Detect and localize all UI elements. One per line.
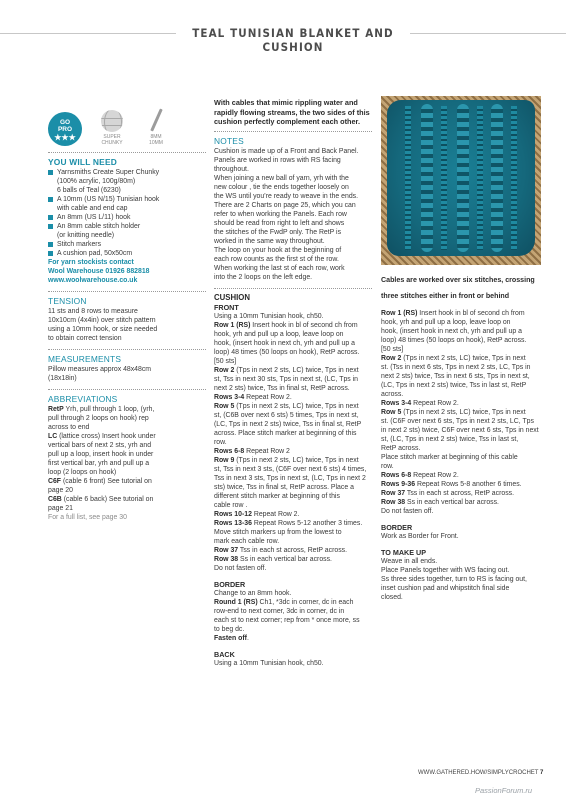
front-line — [214, 411, 372, 420]
back-line — [381, 426, 541, 435]
cable-stripe — [421, 104, 433, 252]
back-line — [381, 363, 541, 372]
front-line — [214, 510, 372, 519]
row-text: next 2 sts) twice, Tss in final st, RetP across. — [214, 384, 350, 392]
back-line — [381, 327, 541, 336]
row-label: Rows 9-36 — [381, 481, 416, 488]
tension-text — [48, 307, 206, 343]
row-text: Do not fasten off. — [214, 564, 267, 572]
lattice-rib — [405, 106, 411, 250]
abbreviation-text: page 20 — [48, 487, 73, 494]
measurement-line: (18x18in) — [48, 375, 77, 382]
materials-list — [48, 168, 206, 258]
list-item-line — [48, 231, 206, 240]
go-pro-badge — [48, 112, 82, 146]
row-label: Rows 3-4 — [214, 393, 245, 401]
list-item — [48, 249, 206, 258]
row-text: (LC, Tps in next 2 sts) twice, Tss in final st, RetP — [214, 420, 362, 428]
notes-line: each row counts as the first st of the row. — [214, 255, 339, 263]
abbreviation-line — [48, 432, 206, 441]
border-heading: BORDER — [214, 579, 246, 589]
row-label: Row 1 (RS) — [381, 310, 418, 317]
header-rule-left — [0, 33, 176, 34]
row-label: Row 37 — [214, 546, 239, 554]
back-line — [381, 381, 541, 390]
row-text: cable row . — [214, 501, 248, 509]
back-line — [381, 345, 541, 354]
back-line — [381, 480, 541, 489]
tension-line: 11 sts and 8 rows to measure — [48, 308, 138, 315]
section-divider — [48, 291, 206, 292]
abbreviation-text: pull through 2 loops on hook) rep — [48, 415, 149, 422]
row-text: . — [246, 634, 249, 642]
row-text: st. (Tss in next 6 sts, Tps in next 2 sts, LC, Tps in — [381, 364, 531, 371]
cable-stripe — [457, 104, 469, 252]
list-item — [48, 195, 206, 213]
front-line — [214, 438, 372, 447]
row-text: (Tps in next 2 sts, LC) twice, Tps in next — [234, 402, 359, 410]
notes-line: There are 2 Charts on page 25, which you can — [214, 201, 356, 209]
measurement-line: Pillow measures approx 48x48cm — [48, 366, 152, 373]
tension-line: using a 10mm hook, or size needed — [48, 326, 158, 333]
row-text: st. (C6F over next 6 sts, Tps in next 2 sts, LC, Tps — [381, 418, 534, 425]
intro-lead — [214, 98, 372, 127]
back-line — [381, 408, 541, 417]
row-label: Fasten off — [214, 634, 247, 642]
list-item — [48, 222, 206, 240]
back-line — [381, 489, 541, 498]
tension-heading: TENSION — [48, 296, 87, 306]
abbreviation-line — [48, 405, 206, 414]
front-line — [214, 447, 372, 456]
list-item-line — [48, 240, 206, 249]
make-up-heading: TO MAKE UP — [381, 548, 426, 557]
row-text: Ss in each vertical bar across. — [405, 499, 499, 506]
abbreviations-heading: ABBREVIATIONS — [48, 394, 118, 404]
row-text: Tss in next 3 sts, Tps in next st, (LC, Tps in next 2 — [214, 474, 366, 482]
star-icons: ★★★ — [54, 133, 76, 142]
stockist-line2: Wool Warehouse 01926 882818 — [48, 268, 150, 275]
row-label: Row 2 — [214, 366, 235, 374]
back-line — [381, 444, 541, 453]
section-divider — [48, 152, 206, 153]
abbreviation-term: RetP — [48, 406, 64, 413]
notes-heading: NOTES — [214, 135, 244, 146]
row-text: Change to an 8mm hook. — [214, 589, 292, 597]
measurements-heading: MEASUREMENTS — [48, 354, 122, 364]
row-text: hook, yrh and pull up a loop, leave loop on — [381, 319, 511, 326]
notes-line: worked in the same way throughout. — [214, 237, 325, 245]
front-line — [214, 564, 372, 573]
row-text: (LC, Tps in next 2 sts) twice, Tss in last st, RetP — [381, 382, 527, 389]
row-text: hook, (insert hook in next ch, yrh and pull up a — [214, 339, 355, 347]
lattice-rib — [441, 106, 447, 250]
bullet-square — [48, 242, 53, 247]
back-line — [381, 435, 541, 444]
hook-size-block — [136, 108, 176, 146]
border-line — [214, 616, 372, 625]
row-text: (Tps in next 2 sts, LC) twice, Tps in next — [401, 355, 526, 362]
row-text: Tss in each st across, RetP across. — [405, 490, 515, 497]
front-line — [214, 321, 372, 330]
abbreviation-line — [48, 423, 206, 432]
abbreviation-term: LC — [48, 433, 58, 440]
front-line — [214, 555, 372, 564]
row-text: across. Place stitch marker at beginning of this — [214, 429, 357, 437]
row-text: st, Tss in next 3 sts, (C6F over next 6 sts) 4 times, — [214, 465, 367, 473]
page-footer — [418, 770, 543, 776]
front-line — [214, 501, 372, 510]
row-text: [50 sts] — [214, 357, 237, 365]
list-item-text: 6 balls of Teal (6230) — [57, 187, 121, 194]
make-up-line: Place Panels together with WS facing out. — [381, 567, 510, 574]
stockist-line1: For yarn stockists contact — [48, 259, 134, 266]
notes-line: the WS until you’re ready to weave in the ends. — [214, 192, 359, 200]
header-rule-right — [410, 33, 566, 34]
back-line — [381, 462, 541, 471]
row-text: Ch1, *3dc in corner, dc in each — [257, 598, 354, 606]
row-text: next 2 sts) twice, Tss in next 6 sts, Tps in next st, — [381, 373, 530, 380]
row-label: Row 1 (RS) — [214, 321, 251, 329]
list-item-line — [48, 186, 206, 195]
row-text: Repeat Rows 5-8 another 6 times. — [415, 481, 522, 488]
row-label: Round 1 (RS) — [214, 598, 258, 606]
row-text: each st to next corner; rep from * once more, ss — [214, 616, 360, 624]
yarn-weight-label1: SUPER — [103, 134, 121, 140]
row-text: in next 2 sts) twice, C6F over next 6 sts, Tps in next — [381, 427, 539, 434]
list-item — [48, 168, 206, 195]
notes-line: the stitches of the FwdP only. The RetP is — [214, 228, 342, 236]
abbreviation-line — [48, 486, 206, 495]
notes-line: throughout. — [214, 165, 249, 173]
row-text: Repeat Row 2. — [411, 472, 459, 479]
row-text: Do not fasten off. — [381, 508, 434, 515]
row-text: Repeat Row 2 — [244, 447, 290, 455]
tension-line: to obtain correct tension — [48, 335, 122, 342]
tension-line: 10x10cm (4x4in) over stitch pattern — [48, 317, 156, 324]
lattice-rib — [511, 106, 517, 250]
front-line — [214, 537, 372, 546]
front-heading: FRONT — [214, 302, 239, 312]
border-line — [214, 634, 372, 643]
row-text: Ss in each vertical bar across. — [238, 555, 332, 563]
list-item — [48, 213, 206, 222]
back-line — [381, 336, 541, 345]
notes-text — [214, 147, 372, 282]
front-line — [214, 519, 372, 528]
notes-line: Panels are worked in rows with RS facing — [214, 156, 341, 164]
row-text: Repeat Row 2. — [244, 393, 292, 401]
bullet-square — [48, 197, 53, 202]
front-line — [214, 348, 372, 357]
back-instructions: Using a 10mm Tunisian hook, ch50. — [214, 659, 324, 667]
row-label: Row 2 — [381, 355, 402, 362]
hook-size-label1: 8MM — [150, 134, 162, 140]
abbreviation-line — [48, 477, 206, 486]
row-text: Repeat Row 2. — [411, 400, 459, 407]
lead-line: With cables that mimic rippling water and — [214, 98, 358, 107]
abbreviation-text: vertical bars of next 2 sts, yrh and — [48, 442, 152, 449]
border-line — [214, 607, 372, 616]
front-line — [214, 366, 372, 375]
sidebar-column — [48, 98, 206, 522]
badge-line2: PRO — [57, 126, 73, 133]
row-text: sts) twice, Tss in final st, RetP across. Place a — [214, 483, 354, 491]
list-item-text: An 8mm (US L/11) hook — [57, 214, 131, 221]
abbreviation-term: C6B — [48, 496, 62, 503]
caption-line: three stitches either in front or behind — [381, 292, 510, 301]
abbreviation-line — [48, 459, 206, 468]
row-label: Rows 3-4 — [381, 400, 412, 407]
lattice-rib — [477, 106, 483, 250]
list-item-line — [48, 195, 206, 204]
row-text: (Tps in next 2 sts, LC) twice, Tps in next — [234, 456, 359, 464]
make-up-line: Ss three sides together, turn to RS is facing out, — [381, 576, 527, 583]
hook-size-label2: 10MM — [149, 140, 163, 146]
front-line — [214, 402, 372, 411]
front-instructions — [214, 312, 372, 573]
row-label: Row 9 — [214, 456, 235, 464]
row-text: st, Tss in next 30 sts, Tps in next st, (LC, Tps in — [214, 375, 358, 383]
row-text: hook, (insert hook in next ch, yrh and pull up a — [381, 328, 522, 335]
row-text: Insert hook in bl of second ch from — [250, 321, 358, 329]
back-line — [381, 309, 541, 318]
skill-badge-row — [48, 98, 206, 146]
abbreviation-text: (cable 6 back) See tutorial on — [61, 496, 154, 503]
front-line — [214, 420, 372, 429]
back-line — [381, 372, 541, 381]
list-item-text: A cushion pad, 50x50cm — [57, 250, 133, 257]
bullet-square — [48, 224, 53, 229]
row-text: row. — [214, 438, 227, 446]
notes-line: Cushion is made up of a Front and Back Panel. — [214, 147, 359, 155]
row-text: row-end to next corner, 3dc in corner, dc in — [214, 607, 345, 615]
make-up-line: Weave in all ends. — [381, 558, 438, 565]
hook-icon — [145, 108, 167, 132]
yarn-ball-icon — [101, 110, 123, 132]
front-line — [214, 357, 372, 366]
abbreviation-text: Yrh, pull through 1 loop, (yrh, — [63, 406, 155, 413]
back-line — [381, 354, 541, 363]
row-text: row. — [381, 463, 394, 470]
row-label: Rows 6-8 — [214, 447, 245, 455]
abbreviation-text: across to end — [48, 424, 90, 431]
front-line — [214, 375, 372, 384]
row-text: different stitch marker at beginning of this — [214, 492, 340, 500]
back-border-heading: BORDER — [381, 523, 413, 532]
list-item-line — [48, 249, 206, 258]
bullet-square — [48, 251, 53, 256]
row-text: to beg dc. — [214, 625, 245, 633]
front-line — [214, 312, 372, 321]
row-text: st, (C6B over next 6 sts) 5 times, Tps in next st, — [214, 411, 359, 419]
row-text: RetP across. — [381, 445, 421, 452]
list-item-text: with cable and end cap — [57, 205, 128, 212]
bullet-square — [48, 215, 53, 220]
row-label: Rows 6-8 — [381, 472, 412, 479]
abbreviation-text: first vertical bar, yrh and pull up a — [48, 460, 150, 467]
border-line — [214, 598, 372, 607]
list-item-line — [48, 222, 206, 231]
notes-line: refer to when working the Panels. Each row — [214, 210, 347, 218]
pattern-column-back — [381, 309, 541, 602]
yarn-weight-block — [92, 110, 132, 146]
back-line — [381, 417, 541, 426]
list-item-line — [48, 213, 206, 222]
notes-line: should be read from right to left and shows — [214, 219, 345, 227]
front-line — [214, 528, 372, 537]
back-border-text: Work as Border for Front. — [381, 533, 459, 540]
row-text: loop) 48 times (50 loops on hook), RetP across. — [214, 348, 360, 356]
list-item-text: (or knitting needle) — [57, 232, 115, 239]
yarn-weight-label2: CHUNKY — [101, 140, 123, 146]
notes-line: When working the last st of each row, work — [214, 264, 345, 272]
row-text: hook, yrh and pull up a loop, leave loop on — [214, 330, 344, 338]
row-label: Rows 13-36 — [214, 519, 252, 527]
photo-caption — [381, 269, 543, 308]
section-divider — [214, 288, 372, 289]
border-line — [214, 589, 372, 598]
bullet-square — [48, 170, 53, 175]
row-text: (Tps in next 2 sts, LC) twice, Tps in next — [401, 409, 526, 416]
front-line — [214, 465, 372, 474]
caption-line: Cables are worked over six stitches, crossing — [381, 276, 535, 285]
lead-line: rapidly flowing streams, the two sides of this — [214, 107, 370, 117]
front-line — [214, 393, 372, 402]
front-line — [214, 384, 372, 393]
lead-line: cushion perfectly complement each other. — [214, 117, 360, 126]
back-line — [381, 390, 541, 399]
row-text: Tss in each st across, RetP across. — [238, 546, 348, 554]
front-line — [214, 429, 372, 438]
front-line — [214, 483, 372, 492]
notes-line: into the 2 loops on the left edge. — [214, 273, 313, 281]
back-line — [381, 471, 541, 480]
section-divider — [214, 131, 372, 132]
row-text: (Tps in next 2 sts, LC) twice, Tps in next — [234, 366, 359, 374]
back-line — [381, 318, 541, 327]
row-text: [50 sts] — [381, 346, 404, 353]
list-item — [48, 240, 206, 249]
abbreviation-line — [48, 414, 206, 423]
row-label: Row 38 — [381, 499, 406, 506]
make-up-line: inset cushion pad and whipstitch final side — [381, 585, 510, 592]
page-header — [0, 26, 566, 54]
footer-url[interactable]: WWW.GATHERED.HOW/SIMPLYCROCHET — [418, 770, 539, 776]
row-text: Insert hook in bl of second ch from — [417, 310, 525, 317]
row-text: loop) 48 times (50 loops on hook), RetP across. — [381, 337, 527, 344]
row-text: st, (LC, Tps in next 2 sts) twice, Tss in last st, — [381, 436, 519, 443]
cushion-photo — [381, 96, 541, 265]
notes-line: The loop on your hook at the beginning of — [214, 246, 342, 254]
notes-line: new colour , tie the ends together loosely on — [214, 183, 349, 191]
section-divider — [48, 389, 206, 390]
abbreviation-term: C6F — [48, 478, 62, 485]
row-text: Repeat Row 2. — [251, 510, 300, 518]
list-item-line — [48, 204, 206, 213]
make-up-instructions — [381, 557, 541, 602]
list-item-line — [48, 177, 206, 186]
list-item-text: Yarnsmiths Create Super Chunky — [57, 169, 160, 176]
abbreviation-text: page 21 — [48, 505, 73, 512]
abbreviation-text: (cable 6 front) See tutorial on — [61, 478, 152, 485]
row-label: Row 5 — [381, 409, 402, 416]
row-text: across. — [381, 391, 404, 398]
list-item-line — [48, 168, 206, 177]
front-line — [214, 474, 372, 483]
back-instructions-continued — [381, 309, 541, 516]
back-line — [381, 507, 541, 516]
page-number: 7 — [540, 770, 544, 776]
stockist-url[interactable]: www.woolwarehouse.co.uk — [48, 277, 138, 284]
you-will-need-heading: YOU WILL NEED — [48, 157, 117, 167]
row-label: Row 37 — [381, 490, 406, 497]
back-line — [381, 399, 541, 408]
measurements-text — [48, 365, 206, 383]
back-line — [381, 453, 541, 462]
abbreviation-text: (lattice cross) Insert hook under — [57, 433, 156, 440]
cushion-heading: CUSHION — [214, 292, 250, 302]
badge-line1: GO — [59, 119, 71, 126]
abbreviation-text: loop (2 loops on hook) — [48, 469, 117, 476]
abbreviation-text: pull up a loop, insert hook in under — [48, 451, 154, 458]
row-text: Repeat Rows 5-12 another 3 times. — [251, 519, 363, 527]
list-item-text: An 8mm cable stitch holder — [57, 223, 141, 230]
list-item-text: Stitch markers — [57, 241, 102, 248]
front-line — [214, 546, 372, 555]
cable-stripe — [491, 104, 503, 252]
row-label: Row 5 — [214, 402, 235, 410]
front-line — [214, 456, 372, 465]
front-line — [214, 330, 372, 339]
front-line — [214, 492, 372, 501]
row-label: Rows 10-12 — [214, 510, 252, 518]
row-text: Place stitch marker at beginning of this cable — [381, 454, 518, 461]
border-instructions — [214, 589, 372, 643]
section-divider — [48, 349, 206, 350]
abbreviations-note: For a full list, see page 30 — [48, 514, 127, 521]
row-text: Using a 10mm Tunisian hook, ch50. — [214, 312, 324, 320]
border-line — [214, 625, 372, 634]
abbreviation-line — [48, 450, 206, 459]
watermark: PassionForum.ru — [475, 786, 533, 795]
page-title: TEAL TUNISIAN BLANKET AND CUSHION — [192, 26, 394, 54]
notes-line: When joining a new ball of yarn, yrh with the — [214, 174, 349, 182]
row-label: Row 38 — [214, 555, 239, 563]
abbreviation-line — [48, 495, 206, 504]
make-up-line: closed. — [381, 594, 403, 601]
abbreviation-line — [48, 504, 206, 513]
abbreviation-line — [48, 468, 206, 477]
abbreviations-list — [48, 405, 206, 513]
back-heading: BACK — [214, 649, 235, 659]
back-line — [381, 498, 541, 507]
list-item-text: (100% acrylic, 100g/80m) — [57, 178, 136, 185]
front-line — [214, 339, 372, 348]
row-text: mark each cable row. — [214, 537, 280, 545]
abbreviation-line — [48, 441, 206, 450]
row-text: Move stitch markers up from the lowest to — [214, 528, 342, 536]
list-item-text: A 10mm (US N/15) Tunisian hook — [57, 196, 160, 203]
pattern-column-front — [214, 98, 372, 668]
